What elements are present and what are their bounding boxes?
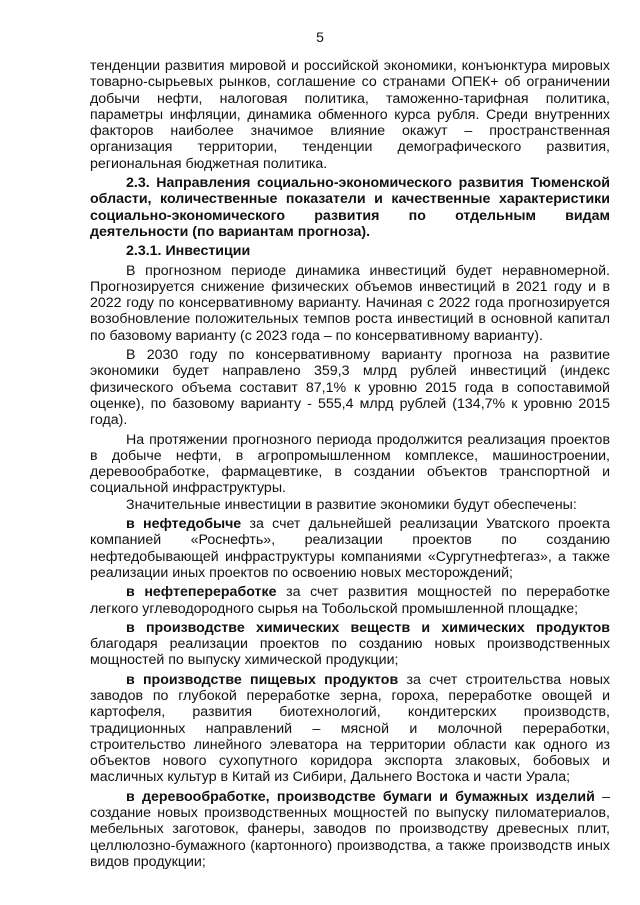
list-item-wood-paper [90, 789, 610, 870]
section-heading: 2.3. Направления социально-экономического развития Тюменской области, количественные показатели и качественные характеристики социально-экономического развития по отдельным видам деятельности (по вариантам прогноза). [90, 175, 610, 240]
paragraph-2030: В 2030 году по консервативному варианту прогноза на развитие экономики будет направлено 359,3 млрд рублей инвестиций (индекс физического объема составит 87,1% к уровню 2015 года в сопоставимой оценке), по базовому варианту - 555,4 млрд рублей (134,7% к уровню 2015 года). [90, 347, 610, 429]
list-item-food [90, 672, 610, 786]
list-item-oil-refining [90, 584, 610, 617]
list-item-oil-production [90, 516, 610, 581]
item-text: – создание новых производственных мощностей по выпуску пиломатериалов, мебельных заготовок, фанеры, заводов по производству древесных плит, целлюлозно-бумажного (картонного) производства, а также производств иных видов продукции; [90, 788, 610, 870]
paragraph-projects: На протяжении прогнозного периода продолжится реализация проектов в добыче нефти, в агропромышленном комплексе, машиностроении, деревообработке, фармацевтике, в создании объектов транспортной и социальной инфраструктуры. [90, 431, 610, 497]
item-term: в производстве пищевых продуктов [126, 671, 399, 688]
intro-paragraph: тенденции развития мировой и российской экономики, конъюнктура мировых товарно-сырьевых рынков, соглашение со странами ОПЕК+ об ограничении добычи нефти, налоговая политика, таможенно-тарифная политика, параметры инфляции, динамика обменного курса рубля. Среди внутренних факторов наиболее значимое влияние окажут – пространственная организация территории, тенденции демографического развития, региональная бюджетная политика. [90, 58, 610, 172]
item-text: благодаря реализации проектов по созданию новых производственных мощностей по выпуску химической продукции; [90, 636, 610, 669]
item-term: в нефтедобыче [126, 516, 242, 533]
subsection-heading: 2.3.1. Инвестиции [126, 243, 251, 260]
item-term: в нефтепереработке [126, 584, 277, 601]
paragraph-investments-intro: Значительные инвестиции в развитие экономики будут обеспечены: [126, 496, 577, 513]
paragraph-dynamics: В прогнозном периоде динамика инвестиций будет неравномерной. Прогнозируется снижение физических объемов инвестиций в 2021 году и в 2022 году по консервативному варианту. Начиная с 2022 года прогнозируется возобновление положительных темпов роста инвестиций в основной капитал по базовому варианту (с 2023 года – по консервативному варианту). [90, 262, 610, 344]
item-term: в деревообработке, производстве бумаги и бумажных изделий [126, 788, 595, 805]
item-text: за счет развития мощностей по переработке легкого углеводородного сырья на Тобольской промышленной площадке; [90, 584, 610, 617]
item-term: в производстве химических веществ и химических продуктов [126, 619, 610, 636]
item-text: за счет строительства новых заводов по глубокой переработке зерна, гороха, переработке овощей и картофеля, развития биотехнологий, кондитерских производств, традиционных направлений – мясной и молочной переработки, строительство линейного элеватора на территории области как одного из объектов нового сухопутного коридора экспорта злаковых, бобовых и масличных культур в Китай из Сибири, Дальнего Востока и части Урала; [90, 671, 610, 786]
page-body [90, 58, 610, 870]
item-text: за счет дальнейшей реализации Уватского проекта компанией «Роснефть», реализации проектов по созданию нефтедобывающей инфраструктуры компаниями «Сургутнефтегаз», а также реализации иных проектов по освоению новых месторождений; [90, 516, 610, 581]
list-item-chemicals [90, 620, 610, 669]
page-number: 5 [316, 29, 324, 45]
